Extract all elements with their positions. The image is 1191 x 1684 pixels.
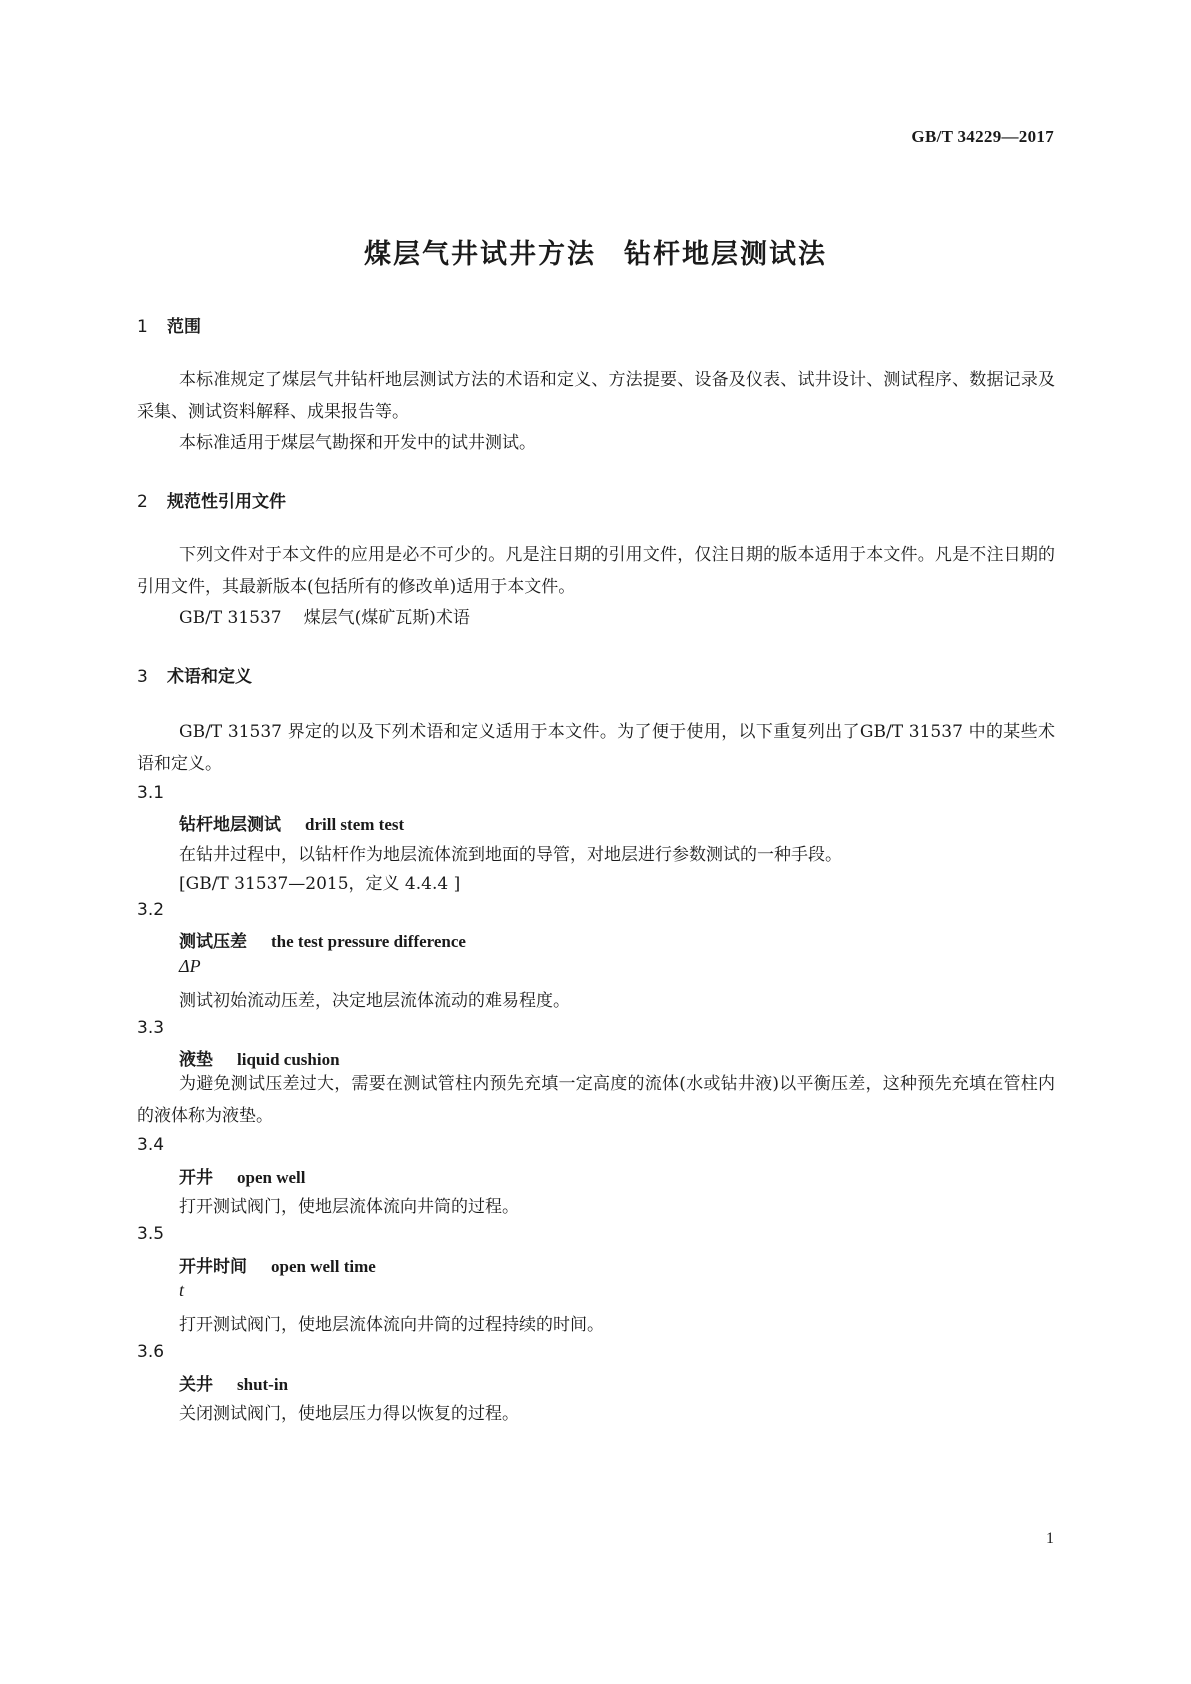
term-number: 3.3 <box>137 1018 165 1038</box>
term-zh: 开井时间 <box>179 1257 247 1277</box>
standard-code: GB/T 34229—2017 <box>911 127 1054 146</box>
term-definition: 打开测试阀门，使地层流体流向井筒的过程持续的时间。 <box>179 1315 604 1335</box>
term-definition: 打开测试阀门，使地层流体流向井筒的过程。 <box>179 1197 519 1217</box>
term-title <box>179 927 466 952</box>
term-source: [GB/T 31537—2015，定义 4.4.4 ] <box>179 874 461 894</box>
section-number: 3 <box>137 667 148 687</box>
term-title <box>179 1163 305 1188</box>
title-part2: 钻杆地层测试法 <box>624 239 827 270</box>
term-zh: 测试压差 <box>179 932 247 952</box>
term-zh: 液垫 <box>179 1050 213 1070</box>
section-1-paragraph-1: 本标准规定了煤层气井钻杆地层测试方法的术语和定义、方法提要、设备及仪表、试井设计、测试程序、数据记录及采集、测试资料解释、成果报告等。 <box>137 370 1055 422</box>
normative-reference <box>179 603 470 628</box>
reference-title: 煤层气(煤矿瓦斯)术语 <box>303 608 470 628</box>
term-zh: 关井 <box>179 1375 213 1395</box>
section-title: 范围 <box>167 317 201 337</box>
term-symbol: ΔP <box>179 956 201 976</box>
term-zh: 钻杆地层测试 <box>179 815 281 835</box>
term-title <box>179 1370 288 1395</box>
term-en: the test pressure difference <box>271 932 466 951</box>
section-3-paragraph-1: GB/T 31537 界定的以及下列术语和定义适用于本文件。为了便于使用，以下重复列出了GB/T 31537 中的某些术语和定义。 <box>137 722 1055 774</box>
term-zh: 开井 <box>179 1168 213 1188</box>
document-title <box>0 232 1191 271</box>
section-2-heading <box>137 487 286 512</box>
term-definition: 为避免测试压差过大，需要在测试管柱内预先充填一定高度的流体(水或钻井液)以平衡压差，这种预先充填在管柱内的液体称为液垫。 <box>137 1074 1055 1126</box>
term-title <box>179 1045 340 1070</box>
section-title: 术语和定义 <box>167 667 252 687</box>
term-number: 3.1 <box>137 783 165 803</box>
term-symbol: t <box>179 1280 185 1300</box>
section-number: 1 <box>137 317 148 337</box>
page-number: 1 <box>1046 1530 1054 1547</box>
term-en: drill stem test <box>305 815 405 834</box>
term-number: 3.4 <box>137 1135 165 1155</box>
term-definition: 测试初始流动压差，决定地层流体流动的难易程度。 <box>179 991 570 1011</box>
term-definition: 在钻井过程中，以钻杆作为地层流体流到地面的导管，对地层进行参数测试的一种手段。 <box>179 845 842 865</box>
section-1-heading <box>137 312 201 337</box>
term-definition: 关闭测试阀门，使地层压力得以恢复的过程。 <box>179 1404 519 1424</box>
section-2-paragraph-1: 下列文件对于本文件的应用是必不可少的。凡是注日期的引用文件，仅注日期的版本适用于本文件。凡是不注日期的引用文件，其最新版本(包括所有的修改单)适用于本文件。 <box>137 545 1055 597</box>
term-en: open well <box>237 1168 306 1187</box>
term-title <box>179 810 404 835</box>
term-en: shut-in <box>237 1375 289 1394</box>
section-3-heading <box>137 662 252 687</box>
section-number: 2 <box>137 492 148 512</box>
term-en: liquid cushion <box>237 1050 340 1069</box>
term-number: 3.2 <box>137 900 165 920</box>
reference-code: GB/T 31537 <box>179 608 282 628</box>
term-number: 3.5 <box>137 1224 165 1244</box>
term-title <box>179 1252 376 1277</box>
section-title: 规范性引用文件 <box>167 492 286 512</box>
title-part1: 煤层气井试井方法 <box>364 239 596 270</box>
term-number: 3.6 <box>137 1342 165 1362</box>
section-1-paragraph-2: 本标准适用于煤层气勘探和开发中的试井测试。 <box>179 433 536 453</box>
term-en: open well time <box>271 1257 376 1276</box>
